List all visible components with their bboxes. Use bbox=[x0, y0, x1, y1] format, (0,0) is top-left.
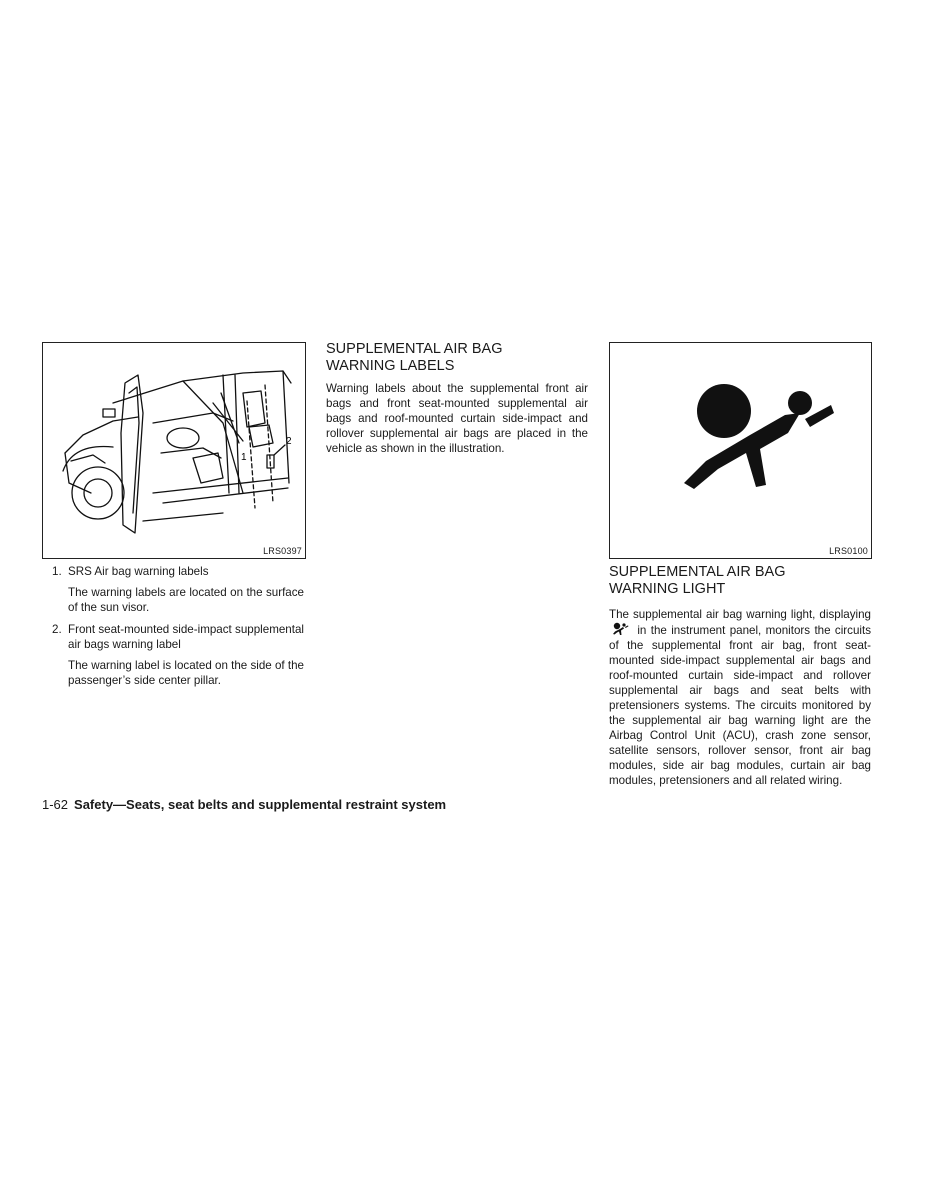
section-body-labels: Warning labels about the supplemental front air bags and front seat-mounted supplemental air bags and roof-mounted curtain side-impact and rollover supplemental air bags are placed in the vehicle as shown in the illustration. bbox=[326, 382, 588, 455]
list-item-1-num: 1. bbox=[52, 565, 62, 578]
airbag-warning-icon bbox=[611, 622, 629, 636]
list-item-1-text: SRS Air bag warning labels bbox=[68, 565, 209, 578]
airbag-warning-icon bbox=[610, 343, 871, 543]
list-item-1-note: The warning labels are located on the surface of the sun visor. bbox=[68, 586, 304, 614]
vehicle-door-open-illustration bbox=[43, 343, 305, 543]
warning-light-figure bbox=[609, 342, 872, 559]
vehicle-label-figure bbox=[42, 342, 306, 559]
list-item-2-note: The warning label is located on the side of the passenger’s side center pillar. bbox=[68, 659, 304, 687]
figure-code: LRS0100 bbox=[829, 546, 868, 556]
section-body-light: The supplemental air bag warning light, displaying in the instrument panel, monitors the circuits of the supplemental front air bag, front seat-mounted side-impact supplemental air bags and roof-mounted curtain side-impact and rollover supplemental air bags and seat belts with pretensioners systems. The circuits monitored by the supplemental air bag warning light are the Airbag Control Unit (ACU), crash zone sensor, satellite sensors, rollover sensor, front air bag modules, side air bag modules, curtain air bag modules, pretensioners and all related wiring. bbox=[609, 608, 871, 787]
section-heading-light: SUPPLEMENTAL AIR BAG WARNING LIGHT bbox=[609, 564, 786, 597]
section-heading-labels: SUPPLEMENTAL AIR BAG WARNING LABELS bbox=[326, 341, 503, 374]
chapter-title: Safety—Seats, seat belts and supplemental restraint system bbox=[74, 797, 447, 812]
list-item-2-text: Front seat-mounted side-impact supplemental air bags warning label bbox=[68, 623, 304, 651]
page-number: 1-62 bbox=[42, 797, 69, 812]
figure-code: LRS0397 bbox=[263, 546, 302, 556]
callout-1: 1 bbox=[241, 452, 247, 463]
callout-2: 2 bbox=[286, 436, 292, 447]
list-item-2-num: 2. bbox=[52, 623, 62, 636]
page-footer bbox=[42, 797, 446, 813]
